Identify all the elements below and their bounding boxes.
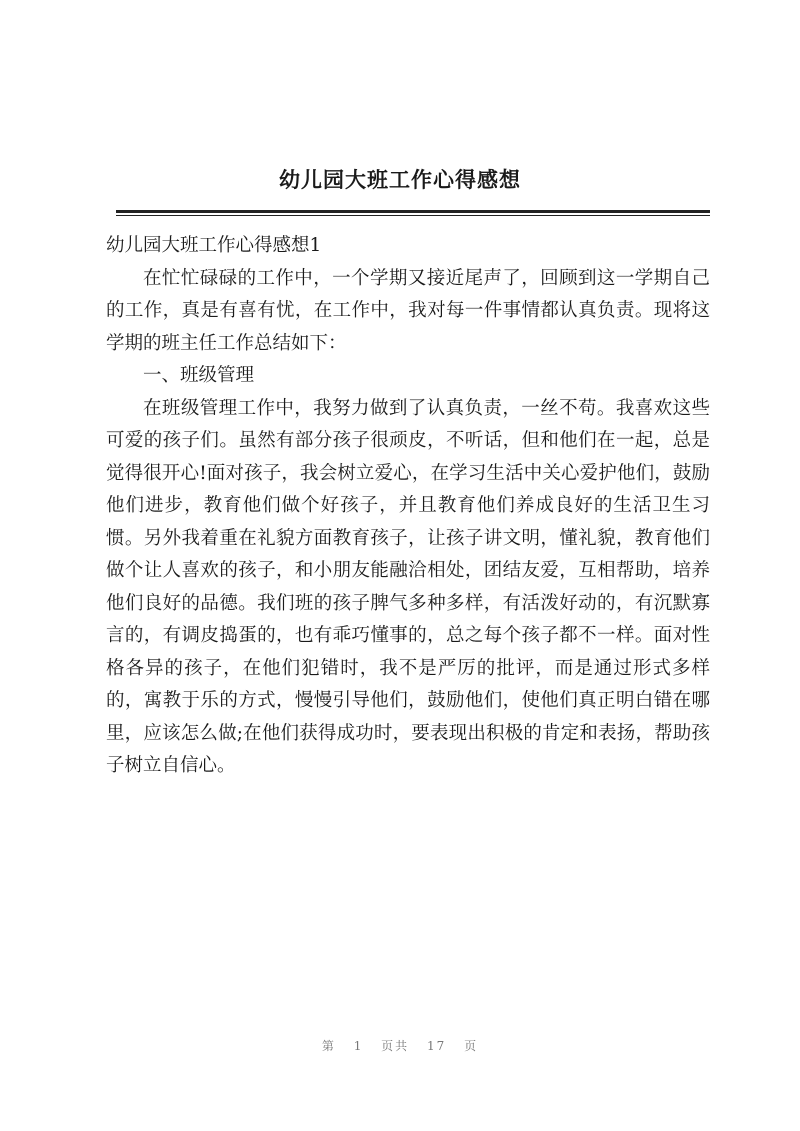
- footer-label-page: 第: [321, 1039, 336, 1053]
- paragraph-intro: 在忙忙碌碌的工作中，一个学期又接近尾声了，回顾到这一学期自己的工作，真是有喜有忧，在工作中，我对每一件事情都认真负责。现将这学期的班主任工作总结如下：: [106, 267, 710, 354]
- document-title: 幼儿园大班工作心得感想: [279, 167, 521, 192]
- section-heading: 幼儿园大班工作心得感想1: [106, 235, 322, 256]
- paragraph-class-management: 在班级管理工作中，我努力做到了认真负责，一丝不苟。我喜欢这些可爱的孩子们。虽然有部分孩子很顽皮，不听话，但和他们在一起，总是觉得很开心!面对孩子，我会树立爱心，在学习生活中关心爱护他们，鼓励他们进步，教育他们做个好孩子，并且教育他们养成良好的生活卫生习惯。另外我着重在礼貌方面教育孩子，让孩子讲文明，懂礼貌，教育他们做个让人喜欢的孩子，和小朋友能融洽相处，团结友爱，互相帮助，培养他们良好的品德。我们班的孩子脾气多种多样，有活泼好动的，有沉默寡言的，有调皮捣蛋的，也有乖巧懂事的，总之每个孩子都不一样。面对性格各异的孩子，在他们犯错时，我不是严厉的批评，而是通过形式多样的，寓教于乐的方式，慢慢引导他们，鼓励他们，使他们真正明白错在哪里，应该怎么做;在他们获得成功时，要表现出积极的肯定和表扬，帮助孩子树立自信心。: [106, 397, 710, 776]
- footer-total-pages: 17: [427, 1039, 447, 1053]
- page-footer: [0, 1037, 800, 1054]
- footer-label-pages: 页: [464, 1039, 479, 1053]
- footer-label-of: 页共: [381, 1039, 410, 1053]
- footer-current-page: 1: [353, 1039, 364, 1053]
- title-underline-thin: [116, 215, 710, 216]
- subheading-class-management: 一、班级管理: [143, 365, 255, 386]
- title-underline-thick: [116, 210, 710, 213]
- document-body: [106, 230, 710, 783]
